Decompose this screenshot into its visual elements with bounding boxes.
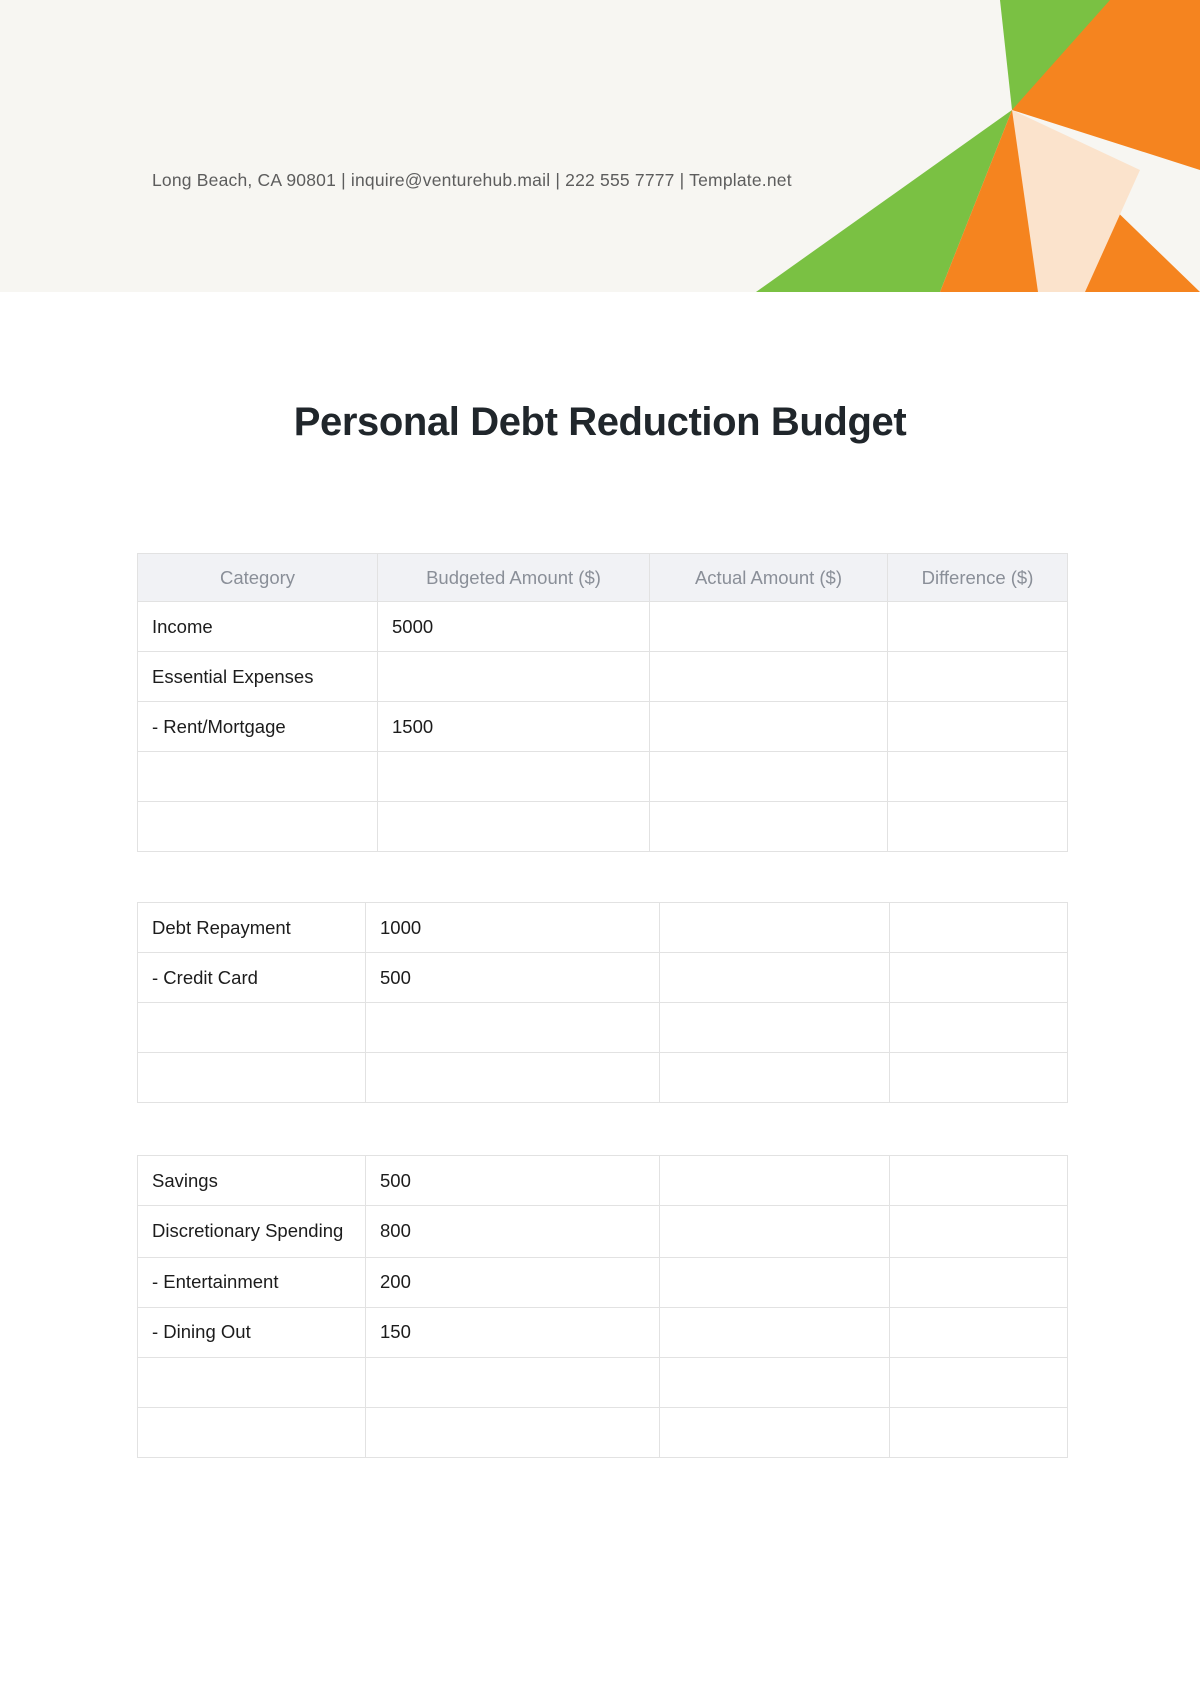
cell-difference[interactable] bbox=[888, 652, 1068, 702]
cell-budgeted[interactable] bbox=[366, 1407, 660, 1457]
decorative-ribbon-graphic bbox=[640, 0, 1200, 292]
cell-category[interactable] bbox=[138, 1357, 366, 1407]
cell-budgeted[interactable] bbox=[366, 1357, 660, 1407]
cell-actual[interactable] bbox=[650, 602, 888, 652]
cell-actual[interactable] bbox=[650, 752, 888, 802]
cell-category[interactable] bbox=[138, 752, 378, 802]
page-header bbox=[0, 0, 1200, 292]
cell-budgeted[interactable] bbox=[378, 752, 650, 802]
cell-category[interactable]: Discretionary Spending bbox=[138, 1206, 366, 1258]
table-row bbox=[138, 652, 1068, 702]
cell-actual[interactable] bbox=[660, 1053, 890, 1103]
cell-category[interactable]: Essential Expenses bbox=[138, 652, 378, 702]
cell-category[interactable] bbox=[138, 1003, 366, 1053]
cell-budgeted[interactable]: 1000 bbox=[366, 903, 660, 953]
table-row bbox=[138, 1407, 1068, 1457]
column-header-budgeted-amount: Budgeted Amount ($) bbox=[378, 554, 650, 602]
cell-actual[interactable] bbox=[650, 802, 888, 852]
table-row bbox=[138, 702, 1068, 752]
table-header-row bbox=[138, 554, 1068, 602]
essential-expenses-table bbox=[137, 553, 1068, 852]
cell-category[interactable]: - Dining Out bbox=[138, 1307, 366, 1357]
page-title: Personal Debt Reduction Budget bbox=[293, 400, 907, 444]
cell-category[interactable] bbox=[138, 802, 378, 852]
cell-actual[interactable] bbox=[660, 1357, 890, 1407]
table-row bbox=[138, 903, 1068, 953]
cell-budgeted[interactable]: 1500 bbox=[378, 702, 650, 752]
cell-difference[interactable] bbox=[890, 953, 1068, 1003]
cell-difference[interactable] bbox=[890, 1257, 1068, 1307]
column-header-actual-amount: Actual Amount ($) bbox=[650, 554, 888, 602]
cell-actual[interactable] bbox=[660, 1206, 890, 1258]
cell-category[interactable]: Debt Repayment bbox=[138, 903, 366, 953]
cell-category[interactable]: - Credit Card bbox=[138, 953, 366, 1003]
cell-budgeted[interactable]: 200 bbox=[366, 1257, 660, 1307]
cell-budgeted[interactable] bbox=[366, 1003, 660, 1053]
cell-budgeted[interactable]: 5000 bbox=[378, 602, 650, 652]
cell-category[interactable]: - Rent/Mortgage bbox=[138, 702, 378, 752]
savings-discretionary-table bbox=[137, 1155, 1068, 1458]
cell-difference[interactable] bbox=[888, 602, 1068, 652]
cell-category[interactable]: - Entertainment bbox=[138, 1257, 366, 1307]
table-row bbox=[138, 1357, 1068, 1407]
cell-difference[interactable] bbox=[888, 702, 1068, 752]
cell-difference[interactable] bbox=[890, 1156, 1068, 1206]
cell-budgeted[interactable] bbox=[378, 802, 650, 852]
cell-actual[interactable] bbox=[660, 1257, 890, 1307]
cell-budgeted[interactable]: 800 bbox=[366, 1206, 660, 1258]
column-header-category: Category bbox=[138, 554, 378, 602]
cell-actual[interactable] bbox=[660, 1407, 890, 1457]
cell-difference[interactable] bbox=[890, 1053, 1068, 1103]
debt-repayment-table bbox=[137, 902, 1068, 1103]
cell-difference[interactable] bbox=[888, 802, 1068, 852]
table-row bbox=[138, 1206, 1068, 1258]
table-row bbox=[138, 1307, 1068, 1357]
cell-difference[interactable] bbox=[890, 1407, 1068, 1457]
company-contact-line: Long Beach, CA 90801 | inquire@venturehub.mail | 222 555 7777 | Template.net bbox=[152, 170, 792, 190]
cell-budgeted[interactable] bbox=[378, 652, 650, 702]
cell-difference[interactable] bbox=[890, 1003, 1068, 1053]
cell-category[interactable] bbox=[138, 1053, 366, 1103]
table-row bbox=[138, 953, 1068, 1003]
cell-actual[interactable] bbox=[660, 903, 890, 953]
cell-budgeted[interactable] bbox=[366, 1053, 660, 1103]
cell-actual[interactable] bbox=[660, 1156, 890, 1206]
table-row bbox=[138, 1003, 1068, 1053]
cell-budgeted[interactable]: 500 bbox=[366, 1156, 660, 1206]
cell-difference[interactable] bbox=[890, 1357, 1068, 1407]
cell-difference[interactable] bbox=[890, 1206, 1068, 1258]
cell-actual[interactable] bbox=[660, 953, 890, 1003]
cell-category[interactable]: Savings bbox=[138, 1156, 366, 1206]
table-row bbox=[138, 1156, 1068, 1206]
cell-budgeted[interactable]: 500 bbox=[366, 953, 660, 1003]
cell-budgeted[interactable]: 150 bbox=[366, 1307, 660, 1357]
cell-category[interactable] bbox=[138, 1407, 366, 1457]
table-row bbox=[138, 602, 1068, 652]
cell-actual[interactable] bbox=[660, 1003, 890, 1053]
table-row bbox=[138, 1053, 1068, 1103]
table-row bbox=[138, 752, 1068, 802]
cell-actual[interactable] bbox=[650, 702, 888, 752]
table-row bbox=[138, 1257, 1068, 1307]
cell-difference[interactable] bbox=[890, 903, 1068, 953]
cell-actual[interactable] bbox=[650, 652, 888, 702]
cell-difference[interactable] bbox=[888, 752, 1068, 802]
table-row bbox=[138, 802, 1068, 852]
cell-category[interactable]: Income bbox=[138, 602, 378, 652]
column-header-difference: Difference ($) bbox=[888, 554, 1068, 602]
cell-actual[interactable] bbox=[660, 1307, 890, 1357]
cell-difference[interactable] bbox=[890, 1307, 1068, 1357]
